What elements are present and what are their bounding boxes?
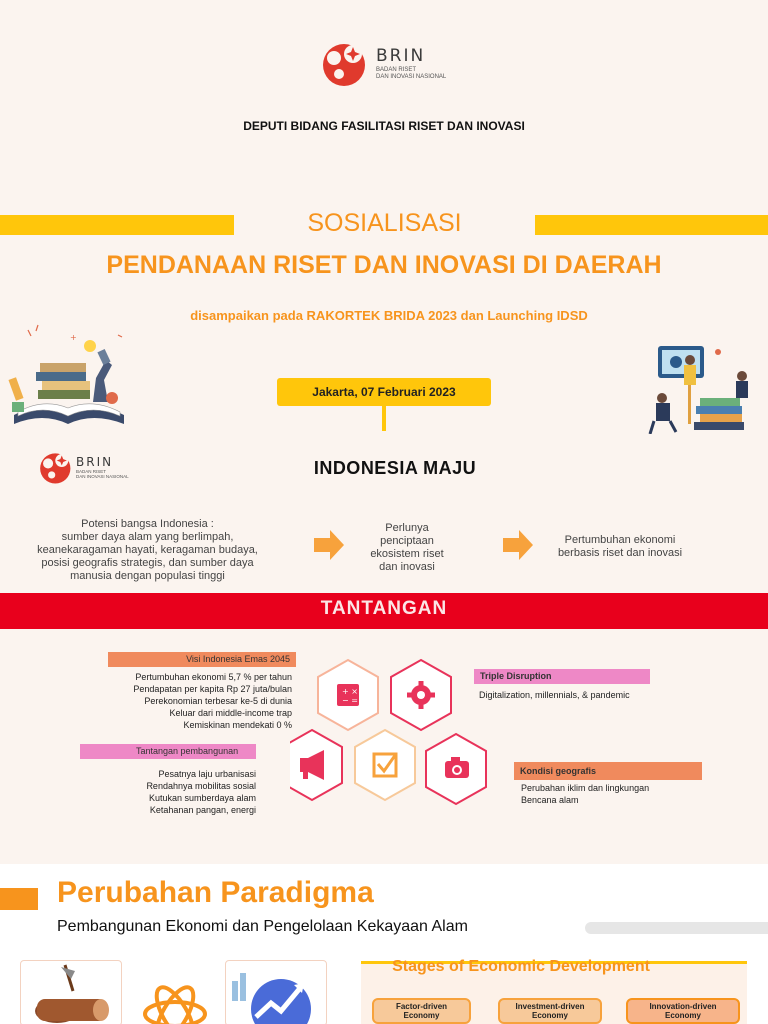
visi-item: Keluar dari middle-income trap — [169, 708, 292, 718]
wood-image — [20, 960, 122, 1024]
brand-name-small: BRIN — [76, 455, 114, 469]
arrow-right-icon — [501, 528, 535, 562]
brin-logo — [320, 38, 450, 88]
pembangunan-item: Ketahanan pangan, energi — [149, 805, 256, 815]
indonesia-maju-heading: INDONESIA MAJU — [313, 458, 477, 478]
visi-item: Kemiskinan mendekati 0 % — [183, 720, 292, 730]
flow-step-2: Perlunya penciptaan ekosistem riset dan inovasi — [370, 522, 444, 573]
title-bar-left — [0, 215, 234, 235]
date-stem — [382, 406, 386, 431]
visi-list — [108, 671, 292, 731]
checkbox-hex — [355, 730, 415, 800]
brin-logo-small — [38, 449, 138, 485]
paradigma-subtitle: Pembangunan Ekonomi dan Pengelolaan Kekayaan Alam — [57, 918, 468, 935]
stage-factor-label: Factor-driven Economy — [395, 1002, 448, 1020]
pembangunan-item: Rendahnya mobilitas sosial — [146, 781, 256, 791]
disruption-label: Triple Disruption — [474, 669, 650, 684]
brand-sub-small-1: BADAN RISET — [76, 469, 107, 474]
stage-factor — [372, 998, 471, 1024]
calculator-hex — [318, 660, 378, 730]
stage-investment — [498, 998, 602, 1024]
grey-bar — [585, 922, 768, 934]
paradigma-title: Perubahan Paradigma — [57, 876, 374, 909]
brin-logo-icon — [320, 38, 370, 88]
title-accent — [0, 888, 38, 910]
main-title: PENDANAAN RISET DAN INOVASI DI DAERAH — [106, 251, 662, 279]
arrow-right-icon — [312, 528, 346, 562]
atom-icon — [140, 984, 210, 1024]
svg-text:+: + — [70, 333, 77, 342]
pembangunan-item: Kutukan sumberdaya alam — [148, 793, 256, 803]
visi-item: Pertumbuhan ekonomi 5,7 % per tahun — [135, 672, 292, 682]
flow-step-1: Potensi bangsa Indonesia : sumber daya alam yang berlimpah, keanekaragaman hayati, keragaman budaya, posisi geografis strategis, dan sumber daya manusia dengan populasi tinggi — [37, 518, 258, 582]
slide-paradigma — [0, 864, 768, 1024]
subtitle: disampaikan pada RAKORTEK BRIDA 2023 dan Launching IDSD — [190, 308, 588, 323]
camera-hex — [426, 734, 486, 804]
brand-sub-1: BADAN RISET — [376, 67, 417, 73]
title-bar-right — [535, 215, 768, 235]
pembangunan-label: Tantangan pembangunan — [80, 744, 256, 759]
megaphone-hex — [290, 730, 342, 800]
visi-label: Visi Indonesia Emas 2045 — [108, 652, 296, 667]
growth-image — [225, 960, 327, 1024]
gear-hex — [391, 660, 451, 730]
brand-name: BRIN — [376, 46, 426, 66]
date-badge: Jakarta, 07 Februari 2023 — [277, 378, 491, 406]
geo-label: Kondisi geografis — [514, 762, 702, 780]
geo-item: Perubahan iklim dan lingkungan — [521, 783, 650, 793]
disruption-text: Digitalization, millennials, & pandemic — [479, 690, 630, 700]
brand-sub-small-2: DAN INOVASI NASIONAL — [76, 474, 129, 479]
brin-logo-icon — [38, 449, 74, 485]
pembangunan-item: Pesatnya laju urbanisasi — [158, 769, 256, 779]
flow-step-3: Pertumbuhan ekonomi berbasis riset dan inovasi — [557, 534, 683, 559]
stage-innovation — [626, 998, 740, 1024]
pembangunan-list — [100, 768, 256, 816]
deputy-title: DEPUTI BIDANG FASILITASI RISET DAN INOVASI — [243, 119, 525, 133]
geo-item: Bencana alam — [521, 795, 579, 805]
stage-innovation-label: Innovation-driven Economy — [649, 1002, 717, 1020]
study-people-illustration — [648, 338, 760, 434]
stage-investment-label: Investment-driven Economy — [515, 1002, 585, 1020]
kicker-title: SOSIALISASI — [307, 209, 462, 237]
geo-list — [521, 782, 701, 806]
visi-item: Perekonomian terbesar ke-5 di dunia — [144, 696, 292, 706]
svg-text:− =: − = — [342, 696, 358, 705]
brand-sub-2: DAN INOVASI NASIONAL — [376, 74, 447, 80]
svg-text:+ ×: + × — [342, 687, 358, 696]
stages-title: Stages of Economic Development — [392, 958, 650, 975]
science-books-illustration — [8, 320, 133, 430]
tantangan-heading: TANTANGAN — [320, 598, 448, 619]
visi-item: Pendapatan per kapita Rp 27 juta/bulan — [133, 684, 292, 694]
